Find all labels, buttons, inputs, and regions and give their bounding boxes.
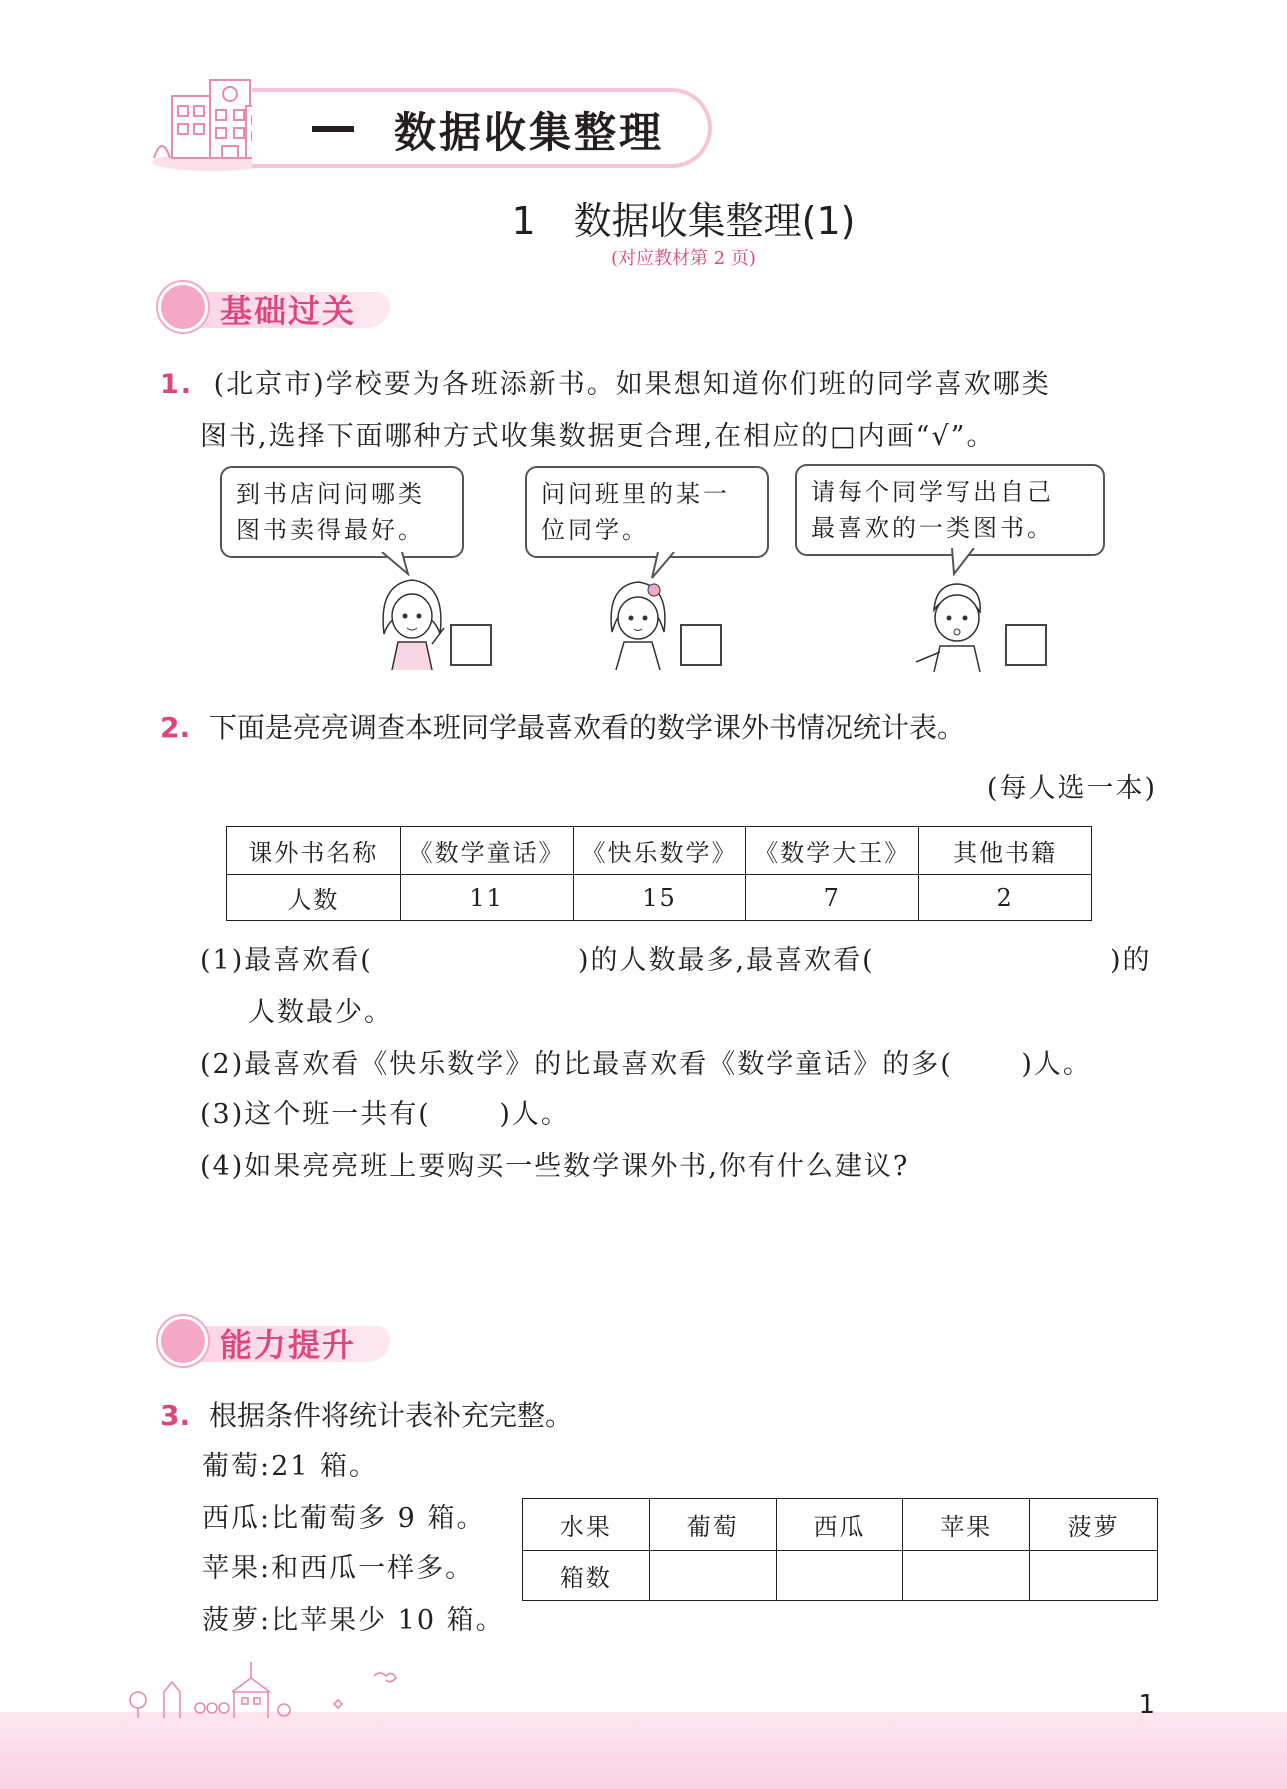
condition-item: 西瓜:比葡萄多 9 箱。: [202, 1503, 486, 1534]
question-2-sub-1b: )的人数最多,最喜欢看(: [578, 945, 875, 976]
condition-item: 菠萝:比苹果少 10 箱。: [202, 1605, 505, 1636]
globe-icon: [158, 282, 208, 332]
question-2-sub-4: (4)如果亮亮班上要购买一些数学课外书,你有什么建议?: [200, 1151, 910, 1182]
question-2-line: [160, 706, 965, 746]
table-row: [227, 827, 1092, 875]
page-number: 1: [1138, 1690, 1155, 1720]
table-row: [523, 1551, 1158, 1601]
condition-item: 葡萄:21 箱。: [202, 1451, 379, 1482]
table-cell: 2: [919, 875, 1092, 921]
answer-checkbox-1[interactable]: [450, 624, 492, 666]
speech-bubble-2: [525, 466, 769, 558]
table-header-cell: 其他书籍: [919, 827, 1092, 875]
question-2-sub-1a: (1)最喜欢看(: [200, 945, 373, 976]
girl-long-hair-illustration: [374, 574, 450, 670]
boy-illustration: [910, 576, 1000, 672]
answer-cell[interactable]: [776, 1551, 903, 1601]
fruit-stats-table: [522, 1498, 1158, 1601]
town-footer-illustration: [124, 1656, 404, 1720]
section-header-basic: [158, 282, 418, 330]
bubble-tail: [948, 548, 984, 576]
table-row: [523, 1499, 1158, 1551]
bubble-text: 请每个同学写出自己: [811, 478, 1054, 506]
answer-cell[interactable]: [649, 1551, 776, 1601]
table-header-cell: 《数学大王》: [746, 827, 919, 875]
mascot-icon: [158, 1316, 208, 1366]
girl-short-hair-illustration: [600, 574, 676, 670]
answer-checkbox-2[interactable]: [680, 624, 722, 666]
section-title-advance: 能力提升: [220, 1326, 357, 1364]
question-3-text: 根据条件将统计表补充完整。: [209, 1399, 574, 1432]
table-header-cell: 苹果: [903, 1499, 1030, 1551]
question-number: 1.: [160, 369, 194, 400]
table-header-cell: 课外书名称: [227, 827, 401, 875]
lesson-title: 1 数据收集整理(1): [511, 199, 856, 243]
question-2-sub-3: (3)这个班一共有( )人。: [200, 1099, 570, 1130]
table-header-cell: 水果: [523, 1499, 650, 1551]
table-cell: 箱数: [523, 1551, 650, 1601]
book-stats-table: [226, 826, 1092, 921]
bubble-tail: [380, 552, 416, 576]
question-2-sub-1d: 人数最少。: [248, 997, 393, 1028]
table-header-cell: 西瓜: [776, 1499, 903, 1551]
question-1-line-1: [160, 362, 1051, 401]
speech-bubble-1: [220, 466, 464, 558]
table-cell: 人数: [227, 875, 401, 921]
table-cell: 11: [400, 875, 573, 921]
answer-checkbox-3[interactable]: [1005, 624, 1047, 666]
lesson-subtitle: (对应教材第 2 页): [611, 248, 756, 269]
question-number: 3.: [160, 1399, 191, 1432]
table-header-cell: 《数学童话》: [400, 827, 573, 875]
table-header-cell: 菠萝: [1030, 1499, 1158, 1551]
table-header-cell: 葡萄: [649, 1499, 776, 1551]
answer-cell[interactable]: [903, 1551, 1030, 1601]
bubble-text: 问问班里的某一: [541, 480, 730, 508]
question-2-sub-2: (2)最喜欢看《快乐数学》的比最喜欢看《数学童话》的多( )人。: [200, 1049, 1092, 1080]
question-1-line-2: 图书,选择下面哪种方式收集数据更合理,在相应的□内画“√”。: [200, 421, 996, 452]
question-3-line: [160, 1394, 573, 1434]
bubble-text: 图书卖得最好。: [236, 516, 425, 544]
question-2-text: 下面是亮亮调查本班同学最喜欢看的数学课外书情况统计表。: [209, 711, 966, 744]
footer-strip: [0, 1712, 1287, 1789]
section-title-basic: 基础过关: [220, 292, 357, 330]
table-row: [227, 875, 1092, 921]
question-number: 2.: [160, 711, 191, 744]
question-2-note: (每人选一本): [986, 773, 1157, 804]
table-header-cell: 《快乐数学》: [573, 827, 746, 875]
chapter-number-dash: [312, 126, 354, 132]
bubble-text: 最喜欢的一类图书。: [811, 514, 1054, 542]
table-cell: 7: [746, 875, 919, 921]
question-2-sub-1c: )的: [1110, 945, 1152, 976]
chapter-title: 数据收集整理: [394, 108, 665, 157]
speech-bubble-3: [795, 464, 1105, 556]
answer-cell[interactable]: [1030, 1551, 1158, 1601]
bubble-text: 位同学。: [541, 516, 649, 544]
condition-item: 苹果:和西瓜一样多。: [202, 1553, 475, 1584]
table-cell: 15: [573, 875, 746, 921]
bubble-text: 到书店问问哪类: [236, 480, 425, 508]
section-header-advance: [158, 1316, 418, 1364]
question-1-text: (北京市)学校要为各班添新书。如果想知道你们班的同学喜欢哪类: [213, 369, 1051, 400]
